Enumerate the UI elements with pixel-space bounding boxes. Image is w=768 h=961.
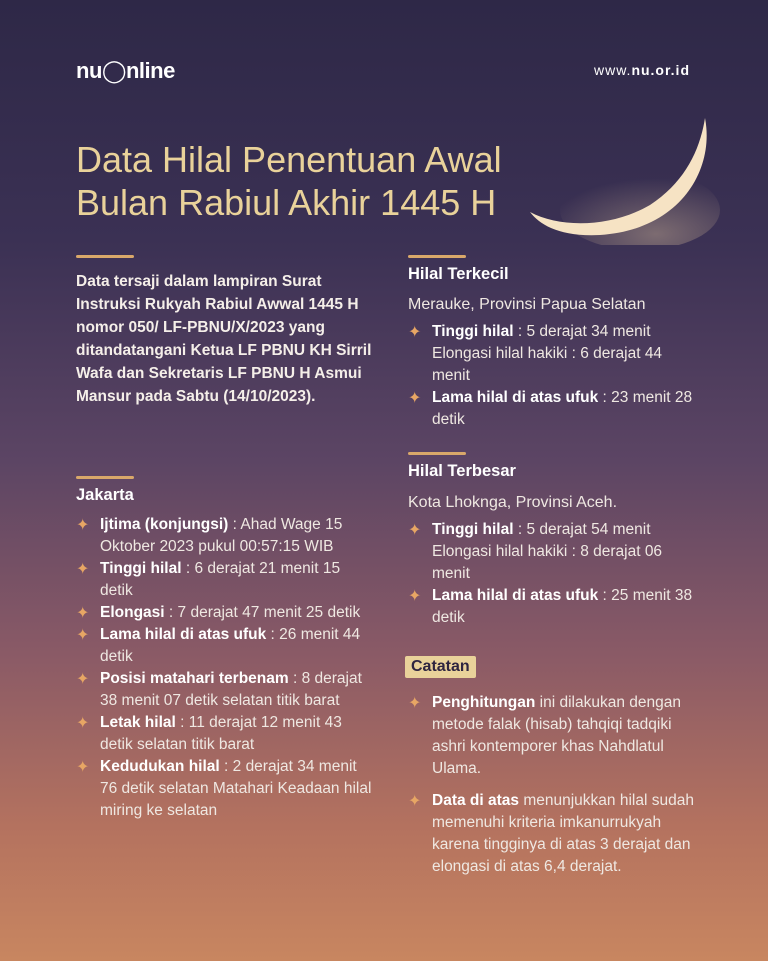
star-icon: ✦ [408, 390, 422, 407]
star-icon: ✦ [408, 324, 422, 341]
page-title: Data Hilal Penentuan Awal Bulan Rabiul Akhir 1445 H [76, 139, 502, 223]
star-icon: ✦ [76, 561, 90, 578]
list-item: ✦ Data di atas menunjukkan hilal sudah memenuhi kriteria imkanurrukyah karena tingginya di atas 3 derajat dan elongasi di atas 6,4 derajat. [408, 792, 694, 875]
list-item: ✦ Lama hilal di atas ufuk : 23 menit 28 detik [408, 389, 693, 428]
jakarta-list [76, 514, 372, 822]
location-terkecil: Merauke, Provinsi Papua Selatan [408, 296, 646, 313]
star-icon: ✦ [76, 715, 90, 732]
site-url: www.nu.or.id [593, 62, 690, 78]
divider [76, 476, 134, 479]
star-icon: ✦ [408, 522, 422, 539]
catatan-badge: Catatan [405, 656, 476, 678]
location-terbesar: Kota Lhoknga, Provinsi Aceh. [408, 494, 618, 511]
list-item: ✦ Letak hilal : 11 derajat 12 menit 43 detik selatan titik barat [76, 714, 342, 753]
list-item: ✦ Kedudukan hilal : 2 derajat 34 menit 76 detik selatan Matahari Keadaan hilal miring ke selatan [76, 758, 372, 819]
list-item: ✦ Tinggi hilal : 5 derajat 34 menit Elongasi hilal hakiki : 6 derajat 44 menit [408, 323, 663, 384]
section-title-terkecil: Hilal Terkecil [408, 265, 509, 283]
list-item: ✦ Tinggi hilal : 5 derajat 54 menit Elongasi hilal hakiki : 8 derajat 06 menit [408, 521, 663, 582]
list-item: ✦ Lama hilal di atas ufuk : 26 menit 44 detik [76, 626, 361, 665]
terkecil-list [408, 321, 698, 431]
list-item: ✦ Lama hilal di atas ufuk : 25 menit 38 detik [408, 587, 693, 626]
star-icon: ✦ [408, 588, 422, 605]
list-item: ✦ Posisi matahari terbenam : 8 derajat 38 menit 07 detik selatan titik barat [76, 670, 362, 709]
star-icon: ✦ [408, 695, 422, 712]
crescent-moon-icon [520, 110, 720, 245]
terbesar-list [408, 519, 698, 629]
star-icon: ✦ [76, 671, 90, 688]
star-icon: ✦ [408, 793, 422, 810]
star-icon: ✦ [76, 627, 90, 644]
list-item: ✦ Elongasi : 7 derajat 47 menit 25 detik [76, 602, 372, 624]
star-icon: ✦ [76, 759, 90, 776]
section-title-terbesar: Hilal Terbesar [408, 462, 516, 480]
list-item: ✦ Tinggi hilal : 6 derajat 21 menit 15 detik [76, 560, 341, 599]
section-title-jakarta: Jakarta [76, 486, 134, 504]
star-icon: ✦ [76, 605, 90, 622]
divider [76, 255, 134, 258]
star-icon: ✦ [76, 517, 90, 534]
divider [408, 452, 466, 455]
catatan-list [408, 692, 698, 878]
list-item: ✦ Ijtima (konjungsi) : Ahad Wage 15 Oktober 2023 pukul 00:57:15 WIB [76, 516, 343, 555]
nu-online-logo: nu◯nline [76, 58, 175, 83]
divider [408, 255, 466, 258]
intro-paragraph: Data tersaji dalam lampiran Surat Instruksi Rukyah Rabiul Awwal 1445 H nomor 050/ LF-PBNU/X/2023 yang ditandatangani Ketua LF PBNU KH Sirril Wafa dan Sekretaris LF PBNU H Asmui Mansur pada Sabtu (14/10/2023). [76, 273, 372, 405]
list-item: ✦ Penghitungan ini dilakukan dengan metode falak (hisab) tahqiqi tadqiki ashri kontemporer khas Nahdlatul Ulama. [408, 694, 681, 777]
